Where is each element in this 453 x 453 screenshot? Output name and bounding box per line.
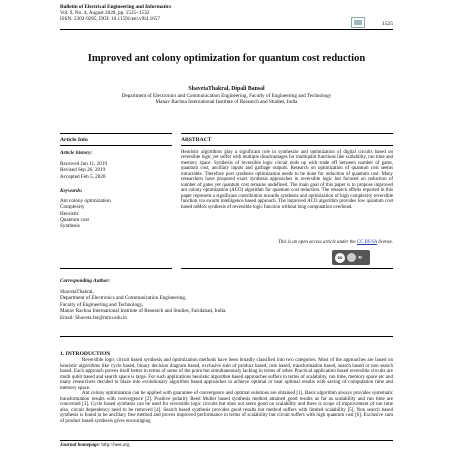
divider bbox=[181, 268, 393, 269]
introduction-body bbox=[60, 358, 393, 424]
author-name: ShavetaThakral, bbox=[60, 288, 94, 295]
abstract-text: Heuristic algorithms play a significant role in synthesize and optimization of digital circuits based on reversible logic yet suffer with multiple disadvantages for multiqubit functions like scalability, run time and memory space. Synthesis of reversible logic circuit ends up with trade off between number of gates, quantum cost, ancillary inputs and garbage outputs. Research on optimization of quantum cost seems intractable. Therefore post synthesis optimization needs to be done for reduction of quantum cost. Many researchers have proposed exact synthesis approaches in reversible logic but focused on reduction of number of gates yet quantum cost remains undefined. The main goal of this paper is to propose improved ant colony optimization (ACO) algorithm for quantum cost reduction. The research efforts reported in this paper represent a significant contribution towards synthesis and optimization of high complexity reversible function via swarm intelligence based approach. The improved ACO algorithm provides low quantum cost based mMoS synthesis of reversible logic function without long computation overhead. bbox=[181, 150, 393, 210]
page-number: 1525 bbox=[381, 21, 393, 27]
keywords-label: Keywords: bbox=[60, 188, 83, 194]
by-icon bbox=[347, 253, 356, 262]
cc-license-badge-icon[interactable] bbox=[332, 250, 370, 265]
footer-divider bbox=[60, 440, 393, 441]
paper-title: Improved ant colony optimization for quantum cost reduction bbox=[87, 53, 366, 64]
journal-name: Bulletin of Electrical Engineering and Informatics bbox=[60, 4, 172, 10]
homepage-url[interactable]: : http://beei.org bbox=[98, 443, 130, 448]
journal-volume: Vol. 9, No. 4, August 2020, pp. 1525~1532 bbox=[60, 10, 150, 17]
keyword: Complexity bbox=[60, 204, 85, 211]
author-affiliation bbox=[60, 93, 393, 105]
section-heading: 1. INTRODUCTION bbox=[60, 351, 111, 357]
divider bbox=[60, 145, 172, 146]
divider bbox=[60, 336, 393, 337]
cc-icon: cc bbox=[335, 253, 345, 263]
sa-icon: ⟲ bbox=[358, 254, 362, 260]
divider bbox=[60, 133, 172, 134]
divider bbox=[181, 145, 393, 146]
homepage-label: Journal homepage bbox=[60, 443, 99, 448]
keyword: Synthesis bbox=[60, 223, 80, 230]
license-link[interactable]: CC BY-SA bbox=[356, 240, 377, 245]
header-divider bbox=[60, 29, 393, 30]
paragraph: Ant colony optimization can be applied with guarantee of convergence and optimal solutions are obtained [1]. Basic algorithm always provides systematic transformation results with convergence [2]. Positive polarity Reed Muller based synthesis method attained good results as far as scalability and run time are concerned [3]. Cycle based synthesis can be used for reversible logic circuits but does not seem good on scalability and there is scope of improvement of run time also, circuit dependency need to be removed [4]. Search based synthesis provides good results but method suffers with limited scalability [5]. Non search based synthesis is found to be ancillary free method and proves improved performance in terms of scalability but circuit suffers with high quantum cost [6]. Exclusive sum of product based synthesis gives encouraging bbox=[60, 391, 393, 424]
paragraph: Reversible logic circuit based synthesis and optimization methods have been broadly classified into two categories. Most of the approaches are based on heuristic algorithms like cycle based, binary decision diagram based, exclusive sum of product based, rule based, transformation based, search based or non search based. Each approach proves itself better in terms of some of the point but simultaneously lacking in terms of other. Practical application based reversible circuits are multi qubit based and search space is large. For such applications heuristic algorithm based approaches suffers in terms of scalability, run time, memory space etc and many researchers decided to blaze into evolutionary algorithm based approaches to achieve optimal or near optimal results with saving of computation time and memory space. bbox=[60, 358, 393, 391]
revised-date: Revised Sep 26, 2019 bbox=[60, 167, 106, 174]
author-line: Manav Rachna International Institute of Research and Studies, Faridabad, India. bbox=[60, 308, 227, 315]
keyword: Ant colony optimization bbox=[60, 198, 111, 205]
corresponding-label: Corresponding Author: bbox=[60, 278, 111, 284]
journal-header bbox=[60, 4, 171, 23]
license-text: This is an open access article under the bbox=[278, 240, 357, 245]
history-label: Article history: bbox=[60, 150, 93, 156]
article-info-heading: Article Info bbox=[60, 137, 88, 143]
author-line: Department of Electronics and Communication Engineering, bbox=[60, 295, 187, 302]
license-note bbox=[278, 240, 393, 245]
divider bbox=[181, 133, 393, 134]
paper-authors: ShavetaThakral, Dipali Bansal bbox=[188, 86, 265, 92]
abstract-heading: ABSTRACT bbox=[181, 137, 212, 143]
received-date: Received Jun 11, 2019 bbox=[60, 161, 108, 168]
keyword: Heuristic bbox=[60, 210, 80, 217]
affiliation-line: Manav Rachna International Institute of Research and Studies, India bbox=[155, 99, 298, 106]
license-end: license. bbox=[376, 240, 393, 245]
journal-logo-icon bbox=[351, 17, 365, 28]
keyword: Quantum cost bbox=[60, 216, 89, 223]
keywords-section bbox=[60, 188, 172, 229]
accepted-date: Accepted Feb 5, 2020 bbox=[60, 173, 106, 180]
divider bbox=[60, 268, 172, 269]
journal-issn: ISSN: 2302-9285, DOI: 10.11591/eei.v9i4.1657 bbox=[60, 16, 160, 23]
journal-footer bbox=[60, 443, 130, 448]
article-history bbox=[60, 150, 172, 180]
author-email: Email: Shaveta.fet@mriu.edu.in bbox=[60, 314, 128, 321]
corresponding-author bbox=[60, 278, 227, 322]
affiliation-line: Department of Electronics and Communication Engineering, Faculty of Engineering and Technology bbox=[121, 93, 332, 99]
author-line: Faculty of Engineering and Technology, bbox=[60, 301, 144, 308]
